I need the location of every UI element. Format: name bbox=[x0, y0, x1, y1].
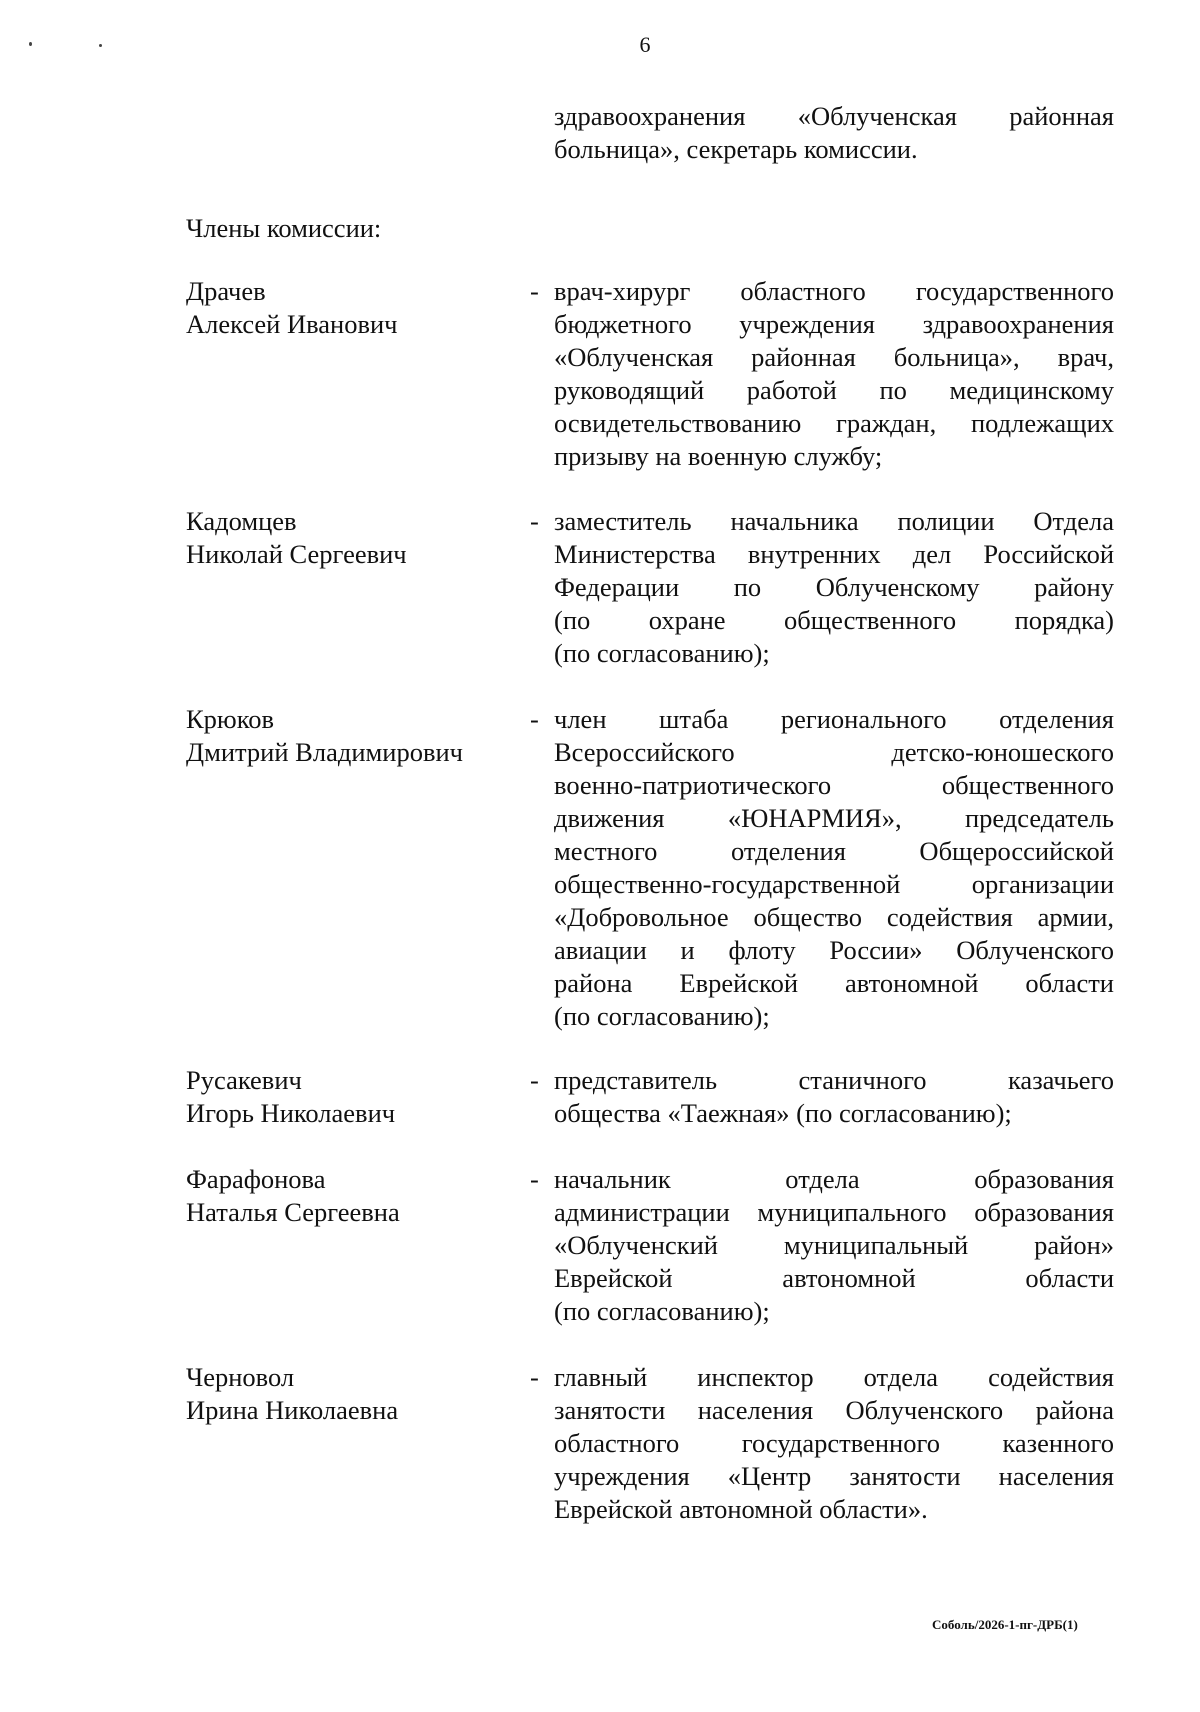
member-given-names: Алексей Иванович bbox=[186, 309, 398, 339]
role-line: (по согласованию); bbox=[554, 1296, 770, 1326]
dash-separator: - bbox=[530, 704, 539, 734]
member-surname: Кадомцев bbox=[186, 506, 297, 536]
members-heading: Члены комиссии: bbox=[186, 213, 382, 243]
dash-separator: - bbox=[530, 506, 539, 536]
role-line: военно-патриотического общественного bbox=[554, 770, 1114, 800]
role-line: «Добровольное общество содействия армии, bbox=[554, 902, 1114, 932]
role-line: администрации муниципального образования bbox=[554, 1197, 1114, 1227]
text-line: больница», секретарь комиссии. bbox=[554, 134, 918, 164]
role-line: «Облученский муниципальный район» bbox=[554, 1230, 1114, 1260]
role-line: Еврейской автономной области». bbox=[554, 1494, 928, 1524]
continuation-text bbox=[554, 100, 1114, 166]
role-line: (по согласованию); bbox=[554, 1001, 770, 1031]
role-line: главный инспектор отдела содействия bbox=[554, 1362, 1114, 1392]
role-line: начальник отдела образования bbox=[554, 1164, 1114, 1194]
role-line: занятости населения Облученского района bbox=[554, 1395, 1114, 1425]
role-line: Министерства внутренних дел Российской bbox=[554, 539, 1114, 569]
member-name bbox=[186, 275, 496, 341]
role-line: общества «Таежная» (по согласованию); bbox=[554, 1098, 1012, 1128]
member-given-names: Ирина Николаевна bbox=[186, 1395, 399, 1425]
role-line: Еврейской автономной области bbox=[554, 1263, 1114, 1293]
member-role bbox=[554, 1163, 1114, 1328]
role-line: учреждения «Центр занятости населения bbox=[554, 1461, 1114, 1491]
member-surname: Черновол bbox=[186, 1362, 295, 1392]
dash-separator: - bbox=[530, 1065, 539, 1095]
role-line: Всероссийского детско-юношеского bbox=[554, 737, 1114, 767]
role-line: призыву на военную службу; bbox=[554, 441, 883, 471]
role-line: заместитель начальника полиции Отдела bbox=[554, 506, 1114, 536]
role-line: бюджетного учреждения здравоохранения bbox=[554, 309, 1114, 339]
member-name bbox=[186, 1361, 496, 1427]
member-role bbox=[554, 1361, 1114, 1526]
member-given-names: Игорь Николаевич bbox=[186, 1098, 396, 1128]
role-line: освидетельствованию граждан, подлежащих bbox=[554, 408, 1114, 438]
document-code: Соболь/2026-1-пг-ДРБ(1) bbox=[932, 1617, 1078, 1632]
role-line: (по согласованию); bbox=[554, 638, 770, 668]
dash-separator: - bbox=[530, 1362, 539, 1392]
member-name bbox=[186, 703, 496, 769]
dash-separator: - bbox=[530, 276, 539, 306]
member-name bbox=[186, 1163, 496, 1229]
role-line: врач-хирург областного государственного bbox=[554, 276, 1114, 306]
member-surname: Драчев bbox=[186, 276, 266, 306]
member-role bbox=[554, 275, 1114, 473]
member-surname: Русакевич bbox=[186, 1065, 302, 1095]
member-name bbox=[186, 1064, 496, 1130]
role-line: представитель станичного казачьего bbox=[554, 1065, 1114, 1095]
role-line: общественно-государственной организации bbox=[554, 869, 1114, 899]
member-role bbox=[554, 703, 1114, 1033]
role-line: Федерации по Облученскому району bbox=[554, 572, 1114, 602]
dash-separator: - bbox=[530, 1164, 539, 1194]
role-line: авиации и флоту России» Облученского bbox=[554, 935, 1114, 965]
role-line: местного отделения Общероссийской bbox=[554, 836, 1114, 866]
member-name bbox=[186, 505, 496, 571]
role-line: «Облученская районная больница», врач, bbox=[554, 342, 1114, 372]
role-line: член штаба регионального отделения bbox=[554, 704, 1114, 734]
role-line: движения «ЮНАРМИЯ», председатель bbox=[554, 803, 1114, 833]
text-line: здравоохранения «Облученская районная bbox=[554, 101, 1114, 131]
member-surname: Фарафонова bbox=[186, 1164, 326, 1194]
role-line: руководящий работой по медицинскому bbox=[554, 375, 1114, 405]
member-role bbox=[554, 1064, 1114, 1130]
member-surname: Крюков bbox=[186, 704, 275, 734]
role-line: района Еврейской автономной области bbox=[554, 968, 1114, 998]
member-given-names: Николай Сергеевич bbox=[186, 539, 407, 569]
role-line: областного государственного казенного bbox=[554, 1428, 1114, 1458]
member-given-names: Наталья Сергеевна bbox=[186, 1197, 400, 1227]
page-number: 6 bbox=[639, 32, 651, 57]
member-role bbox=[554, 505, 1114, 670]
role-line: (по охране общественного порядка) bbox=[554, 605, 1114, 635]
member-given-names: Дмитрий Владимирович bbox=[186, 737, 463, 767]
